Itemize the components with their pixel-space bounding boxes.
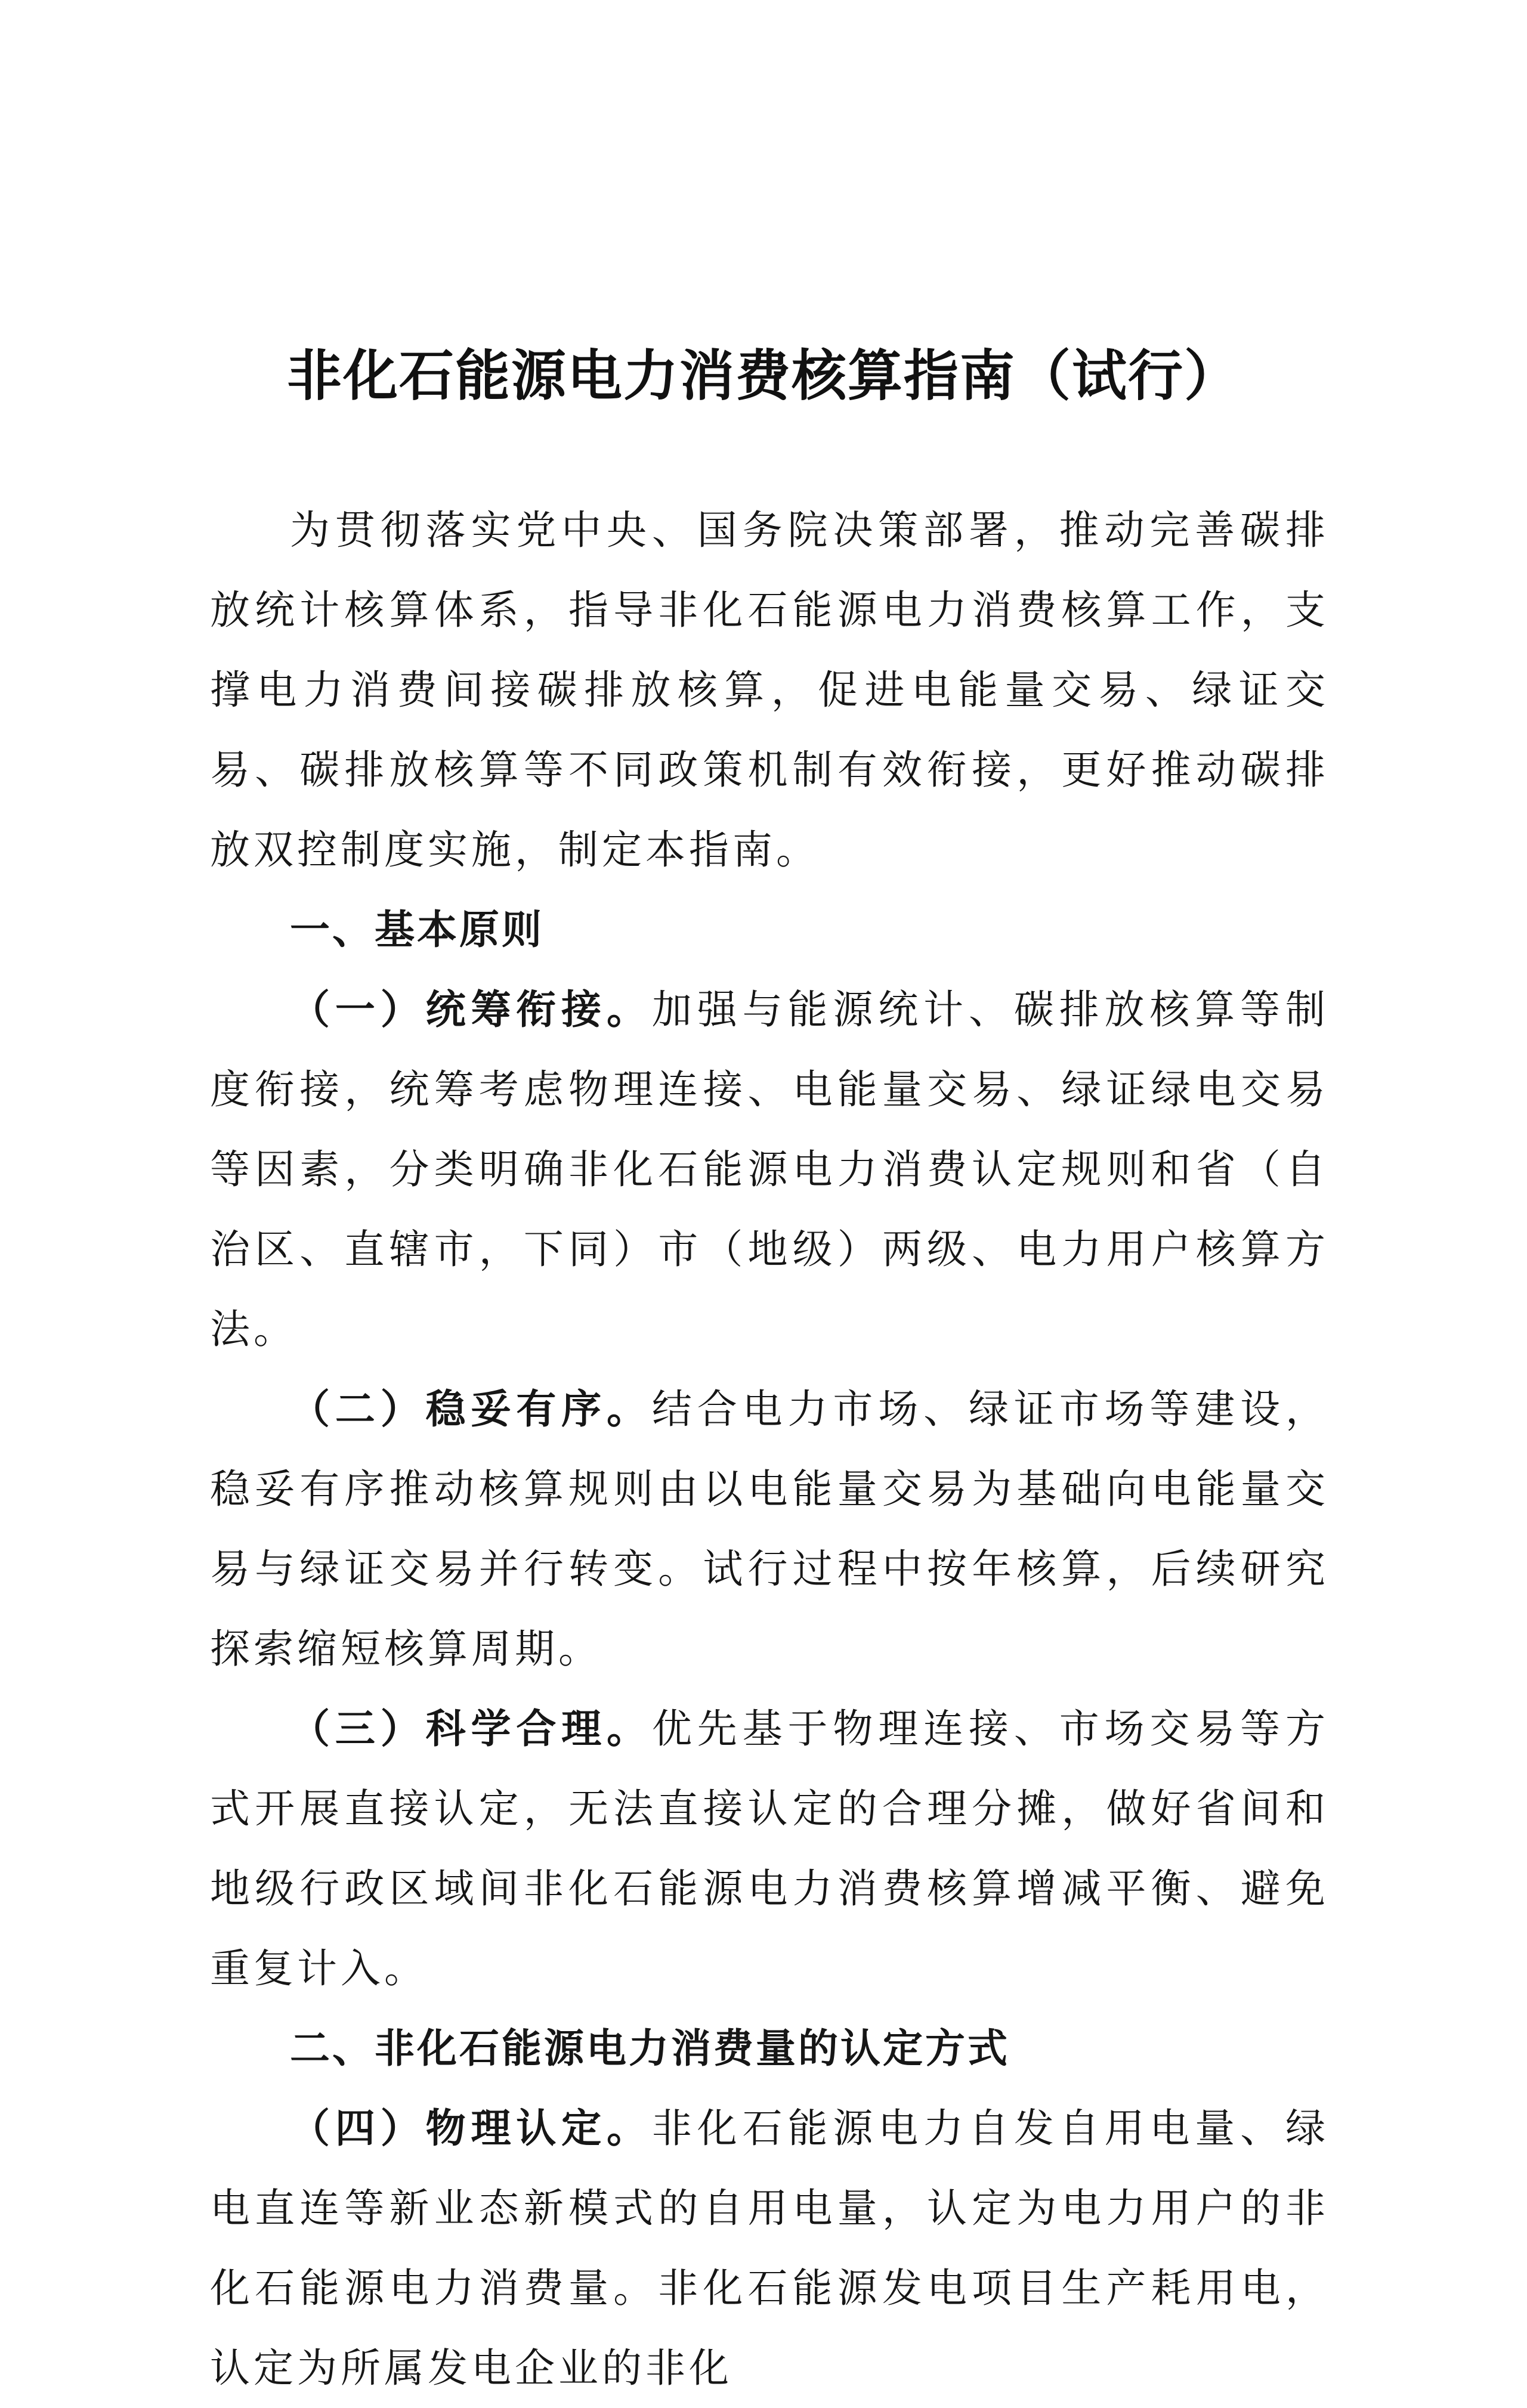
principle-paragraph-1 <box>210 970 1329 1369</box>
principle-1-text: 加强与能源统计、碳排放核算等制度衔接，统筹考虑物理连接、电能量交易、绿证绿电交易等因素，分类明确非化石能源电力消费认定规则和省（自治区、直辖市，下同）市（地级）两级、电力用户核算方法。 <box>210 986 1330 1352</box>
principle-2-text: 结合电力市场、绿证市场等建设，稳妥有序推动核算规则由以电能量交易为基础向电能量交易与绿证交易并行转变。试行过程中按年核算，后续研究探索缩短核算周期。 <box>210 1386 1330 1672</box>
section-heading-basic-principles: 一、基本原则 <box>290 906 544 953</box>
document-body <box>210 490 1329 2408</box>
recognition-4-text: 非化石能源电力自发自用电量、绿电直连等新业态新模式的自用电量，认定为电力用户的非化石能源电力消费量。非化石能源发电项目生产耗用电，认定为所属发电企业的非化 <box>210 2105 1330 2391</box>
recognition-paragraph-4 <box>210 2088 1329 2408</box>
intro-paragraph: 为贯彻落实党中央、国务院决策部署，推动完善碳排放统计核算体系，指导非化石能源电力消费核算工作，支撑电力消费间接碳排放核算，促进电能量交易、绿证交易、碳排放核算等不同政策机制有效衔接，更好推动碳排放双控制度实施，制定本指南。 <box>210 507 1329 873</box>
section-heading-recognition-methods: 二、非化石能源电力消费量的认定方式 <box>290 2025 1010 2072</box>
principle-3-lead: （三）科学合理。 <box>290 1705 652 1752</box>
principle-paragraph-2 <box>210 1369 1329 1689</box>
principle-2-lead: （二）稳妥有序。 <box>290 1385 652 1432</box>
principle-3-text: 优先基于物理连接、市场交易等方式开展直接认定，无法直接认定的合理分摊，做好省间和地级行政区域间非化石能源电力消费核算增减平衡、避免重复计入。 <box>210 1706 1330 1992</box>
recognition-4-lead: （四）物理认定。 <box>290 2104 652 2152</box>
principle-paragraph-3 <box>210 1689 1329 2008</box>
document-title: 非化石能源电力消费核算指南（试行） <box>286 343 1240 408</box>
principle-1-lead: （一）统筹衔接。 <box>290 986 652 1033</box>
